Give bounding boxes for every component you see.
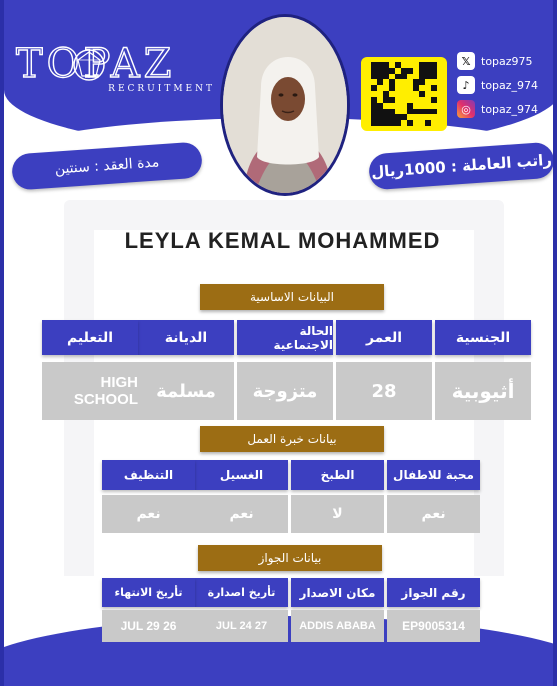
header-cell: العمر bbox=[336, 320, 432, 355]
value-cell: مسلمة bbox=[138, 362, 234, 420]
tiktok-icon: ♪ bbox=[457, 76, 475, 94]
brand-tagline: RECRUITMENT bbox=[108, 84, 215, 94]
header-cell: مكان الاصدار bbox=[291, 578, 384, 607]
brand-name: TOPAZ bbox=[16, 41, 176, 87]
worker-name: LEYLA KEMAL MOHAMMED bbox=[124, 228, 441, 253]
experience-values bbox=[102, 495, 483, 533]
value-cell: نعم bbox=[195, 495, 288, 533]
header-cell: الغسيل bbox=[195, 460, 288, 490]
value-cell: 26 JUL 29 bbox=[102, 610, 195, 642]
header-cell: تأريخ الانتهاء bbox=[102, 578, 195, 607]
value-cell: HIGH SCHOOL bbox=[42, 362, 138, 420]
worker-photo bbox=[220, 14, 350, 196]
section-basic-title: البيانات الاساسية bbox=[200, 284, 384, 310]
social-handle: topaz_974 bbox=[481, 78, 539, 92]
instagram-icon: ◎ bbox=[457, 100, 475, 118]
basic-values bbox=[42, 362, 534, 420]
section-passport-title: بيانات الجواز bbox=[198, 545, 382, 571]
social-handle: topaz_974 bbox=[481, 102, 539, 116]
header-cell: التنظيف bbox=[102, 460, 195, 490]
social-row-x[interactable] bbox=[457, 50, 557, 72]
header-cell: الجنسية bbox=[435, 320, 531, 355]
basic-headers bbox=[42, 320, 534, 355]
value-cell: 28 bbox=[336, 362, 432, 420]
header-cell: محبة للاطفال bbox=[387, 460, 480, 490]
social-links bbox=[457, 50, 557, 122]
value-cell: ADDIS ABABA bbox=[291, 610, 384, 642]
value-cell: نعم bbox=[387, 495, 480, 533]
header-cell: تأريخ اصدارة bbox=[195, 578, 288, 607]
passport-values bbox=[102, 610, 483, 642]
social-row-tiktok[interactable] bbox=[457, 74, 557, 96]
value-cell: EP9005314 bbox=[387, 610, 480, 642]
brand-logo bbox=[16, 42, 221, 102]
passport-headers bbox=[102, 578, 483, 607]
x-icon: 𝕏 bbox=[457, 52, 475, 70]
salary-text: راتب العاملة : 1000ريال bbox=[370, 150, 553, 182]
header-cell: الديانة bbox=[138, 320, 234, 355]
social-row-instagram[interactable] bbox=[457, 98, 557, 120]
value-cell: لا bbox=[291, 495, 384, 533]
header-cell: الحالة الاجتماعية bbox=[237, 320, 333, 355]
social-handle: topaz975 bbox=[481, 54, 533, 68]
section-experience-title: بيانات خبرة العمل bbox=[200, 426, 384, 452]
experience-headers bbox=[102, 460, 483, 490]
gem-icon bbox=[72, 48, 106, 82]
portrait-image bbox=[223, 17, 350, 196]
contract-text: مدة العقد : سنتين bbox=[54, 154, 160, 178]
value-cell: نعم bbox=[102, 495, 195, 533]
header-cell: رقم الجواز bbox=[387, 578, 480, 607]
header-cell: التعليم bbox=[42, 320, 138, 355]
value-cell: 27 JUL 24 bbox=[195, 610, 288, 642]
header-cell: الطبخ bbox=[291, 460, 384, 490]
value-cell: أثيوبية bbox=[435, 362, 531, 420]
qr-pattern bbox=[371, 62, 437, 126]
value-cell: متزوجة bbox=[237, 362, 333, 420]
snapchat-qr-code[interactable] bbox=[361, 57, 447, 131]
